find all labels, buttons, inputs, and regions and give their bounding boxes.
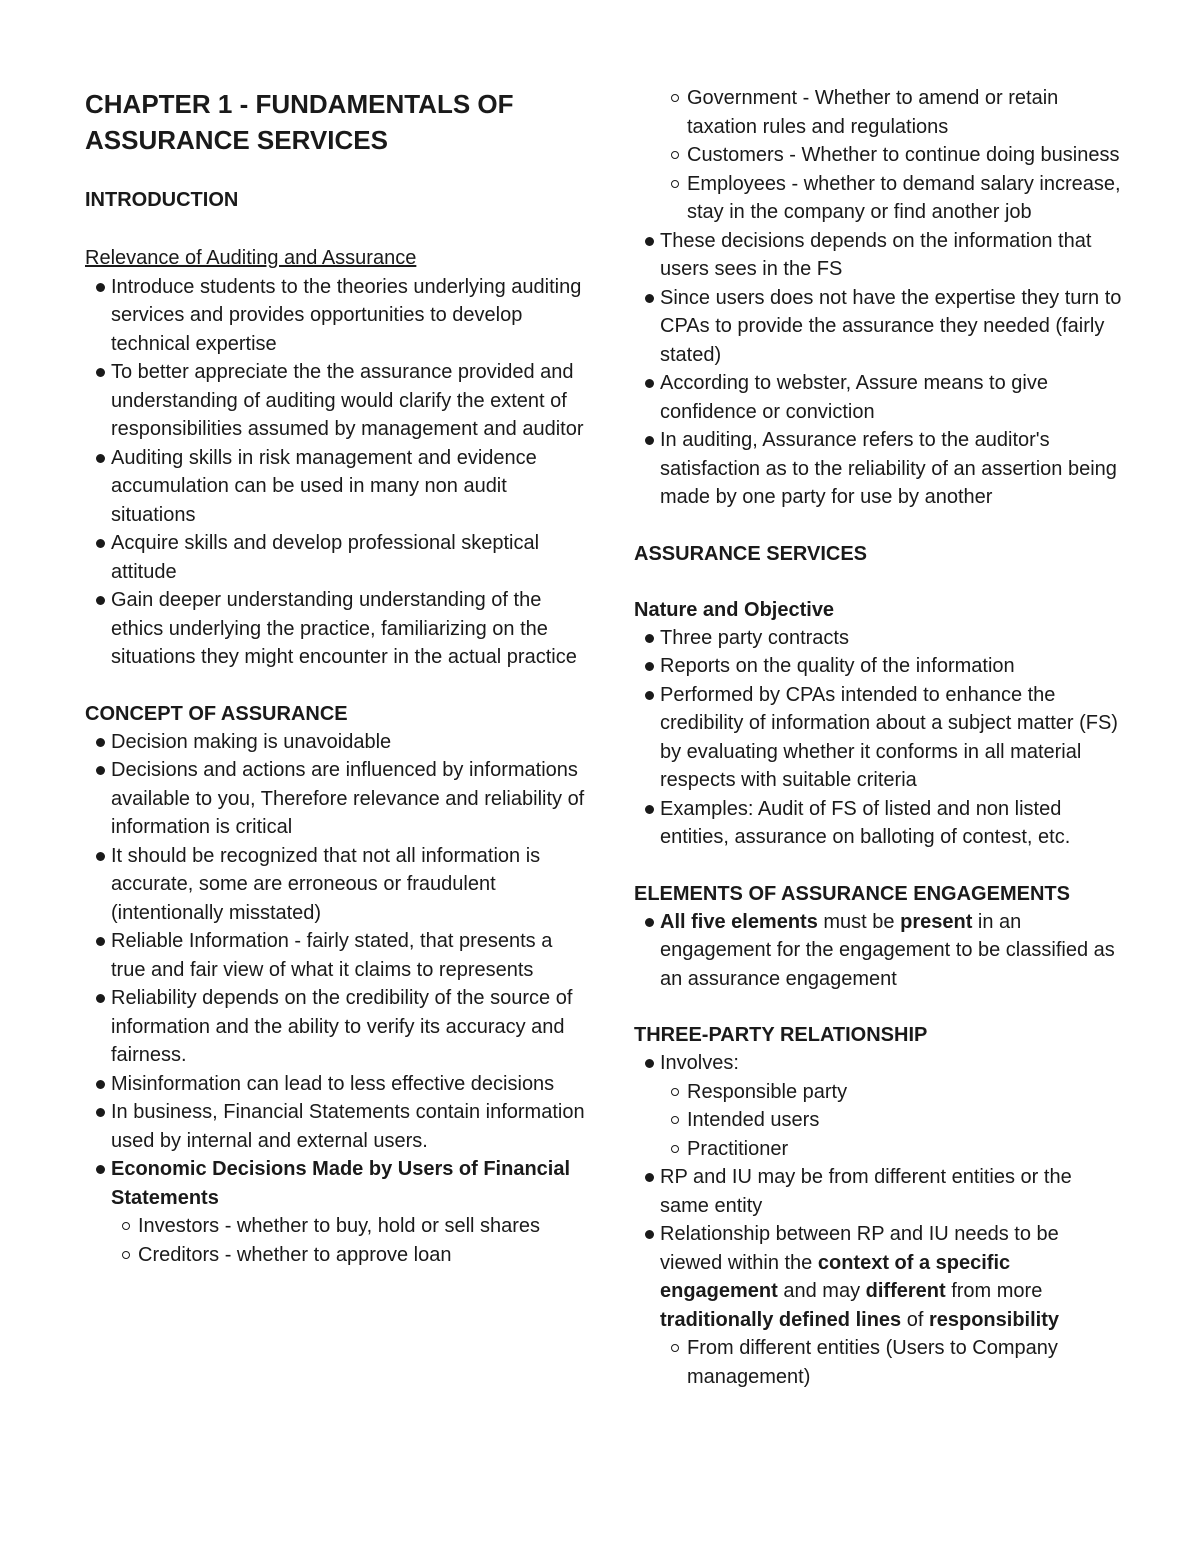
sub-list-item: Responsible party bbox=[634, 1078, 1124, 1107]
three-party-heading: THREE-PARTY RELATIONSHIP bbox=[634, 1024, 928, 1046]
list-item: Auditing skills in risk management and evidence accumulation can be used in many non audit situations bbox=[85, 444, 585, 530]
sub-list-item: Creditors - whether to approve loan bbox=[85, 1241, 585, 1270]
sub-list-item: Employees - whether to demand salary increase, stay in the company or find another job bbox=[634, 170, 1124, 227]
concept-heading: CONCEPT OF ASSURANCE bbox=[85, 702, 348, 725]
list-item: Reports on the quality of the information bbox=[634, 652, 1124, 681]
sub-list-item: Government - Whether to amend or retain taxation rules and regulations bbox=[634, 84, 1124, 141]
list-item bbox=[634, 1220, 1124, 1334]
text-run: of bbox=[901, 1308, 929, 1331]
assurance-services-heading: ASSURANCE SERVICES bbox=[634, 542, 868, 565]
elements-list bbox=[634, 908, 1124, 994]
list-item: These decisions depends on the information that users sees in the FS bbox=[634, 227, 1124, 284]
sub-list-item: Investors - whether to buy, hold or sell shares bbox=[85, 1212, 585, 1241]
emphasis: present bbox=[900, 910, 973, 933]
emphasis: traditionally defined lines bbox=[660, 1308, 902, 1331]
list-item: Three party contracts bbox=[634, 624, 1124, 653]
list-item: Acquire skills and develop professional skeptical attitude bbox=[85, 529, 585, 586]
list-item: In business, Financial Statements contain information used by internal and external users. bbox=[85, 1098, 585, 1155]
text-run: from more bbox=[945, 1280, 1043, 1302]
list-item: Reliability depends on the credibility of the source of information and the ability to verify its accuracy and fairness. bbox=[85, 984, 585, 1070]
list-item: According to webster, Assure means to give confidence or conviction bbox=[634, 369, 1124, 426]
relevance-subheading: Relevance of Auditing and Assurance bbox=[85, 247, 417, 269]
list-item: Decision making is unavoidable bbox=[85, 728, 585, 757]
emphasis: different bbox=[865, 1280, 946, 1302]
sub-list-item: Customers - Whether to continue doing business bbox=[634, 141, 1124, 170]
emphasis: All five elements bbox=[660, 910, 818, 933]
text-run: in an engagement for the engagement to be classified as an assurance engagement bbox=[660, 910, 1115, 990]
sub-list-item: Practitioner bbox=[634, 1135, 1124, 1164]
sub-list-item: Intended users bbox=[634, 1106, 1124, 1135]
list-item: Performed by CPAs intended to enhance the credibility of information about a subject matter (FS) by evaluating whether it conforms in all material respects with suitable criteria bbox=[634, 681, 1124, 795]
list-item: In auditing, Assurance refers to the auditor's satisfaction as to the reliability of an assertion being made by one party for use by another bbox=[634, 426, 1124, 512]
introduction-heading: INTRODUCTION bbox=[85, 189, 239, 211]
elements-heading: ELEMENTS OF ASSURANCE ENGAGEMENTS bbox=[634, 882, 1070, 905]
three-party-list bbox=[634, 1049, 1124, 1391]
list-item: Reliable Information - fairly stated, that presents a true and fair view of what it claims to represents bbox=[85, 927, 585, 984]
left-column bbox=[85, 0, 585, 1269]
page-title: CHAPTER 1 - FUNDAMENTALS OF ASSURANCE SERVICES bbox=[85, 89, 514, 155]
list-item: Misinformation can lead to less effective decisions bbox=[85, 1070, 585, 1099]
concept-list bbox=[85, 728, 585, 1270]
text-run: must be bbox=[817, 910, 901, 933]
relevance-list bbox=[85, 273, 585, 672]
economic-decisions-heading: Economic Decisions Made by Users of Financial Statements bbox=[85, 1155, 585, 1212]
nature-objective-heading: Nature and Objective bbox=[634, 598, 835, 621]
list-item: RP and IU may be from different entities or the same entity bbox=[634, 1163, 1124, 1220]
right-column bbox=[634, 0, 1124, 1391]
nature-list bbox=[634, 624, 1124, 852]
list-item: Examples: Audit of FS of listed and non listed entities, assurance on balloting of contest, etc. bbox=[634, 795, 1124, 852]
list-item: Gain deeper understanding understanding of the ethics underlying the practice, familiarizing on the situations they might encounter in the actual practice bbox=[85, 586, 585, 672]
list-item: To better appreciate the the assurance provided and understanding of auditing would clarify the extent of responsibilities assumed by management and auditor bbox=[85, 358, 585, 444]
list-item: It should be recognized that not all information is accurate, some are erroneous or fraudulent (intentionally misstated) bbox=[85, 842, 585, 928]
list-item: Decisions and actions are influenced by informations available to you, Therefore relevance and reliability of information is critical bbox=[85, 756, 585, 842]
economic-sub-list-continued bbox=[634, 84, 1124, 512]
sub-list-item: From different entities (Users to Company management) bbox=[634, 1334, 1124, 1391]
text-run: Relationship between RP and IU needs to be viewed within the bbox=[660, 1223, 1059, 1274]
list-item: Involves: bbox=[634, 1049, 1124, 1078]
text-run: and may bbox=[777, 1280, 866, 1302]
list-item: Introduce students to the theories underlying auditing services and provides opportunities to develop technical expertise bbox=[85, 273, 585, 359]
emphasis: responsibility bbox=[928, 1308, 1059, 1331]
list-item: Since users does not have the expertise they turn to CPAs to provide the assurance they needed (fairly stated) bbox=[634, 284, 1124, 370]
list-item bbox=[634, 908, 1124, 994]
emphasis: context of a specific engagement bbox=[660, 1251, 1011, 1302]
